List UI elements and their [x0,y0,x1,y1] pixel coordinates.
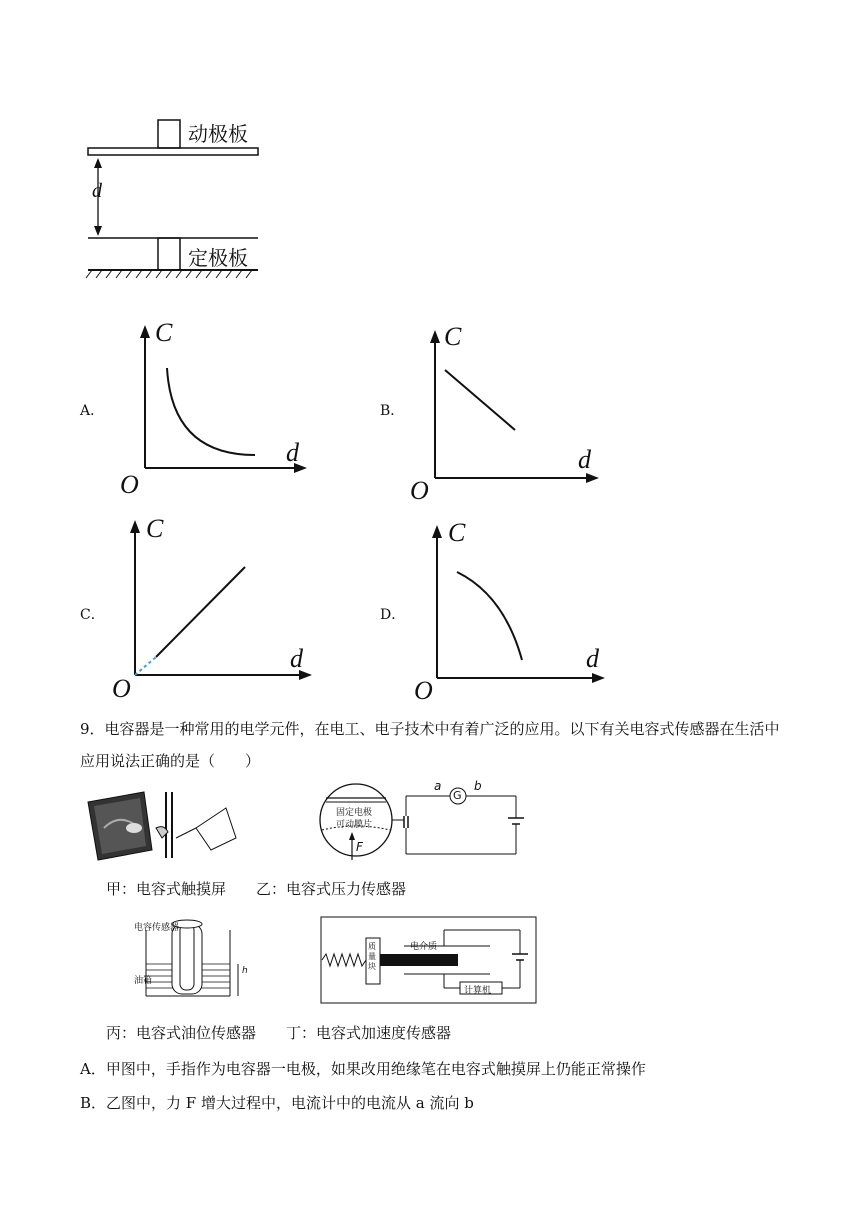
answer-option-a: A．甲图中，手指作为电容器一电极，如果改用绝缘笔在电容式触摸屏上仍能正常操作 [80,1060,646,1078]
option-c-y-label: C [146,514,164,543]
membrane-label: 可动膜片 [336,820,373,830]
touchscreen-figure [86,788,246,863]
height-label: h [242,966,248,976]
option-b-letter: B． [380,403,405,419]
option-c-x-label: d [290,644,303,673]
option-d-graph [412,520,612,685]
fixed-plate-label: 定极板 [188,246,248,270]
option-b-x-label: d [578,445,591,474]
force-label: F [356,840,363,854]
capacitive-sensor-label: 电容传感器 [134,923,180,933]
acceleration-sensor-figure [320,916,538,1004]
meter-label: G [453,789,462,802]
option-c-origin: O [112,674,131,703]
question-9-line1: 9．电容器是一种常用的电学元件，在电工、电子技术中有着广泛的应用。以下有关电容式传感器在生活中 [80,720,780,738]
gap-label: d [92,180,102,202]
figure-caption-row1: 甲：电容式触摸屏 乙：电容式压力传感器 [106,880,407,898]
option-a-graph [120,320,320,500]
question-9-line2: 应用说法正确的是（ ） [80,752,261,770]
dielectric-label: 电介质 [410,942,438,952]
terminal-b-label: b [474,779,482,793]
capacitor-plate-figure [80,110,280,290]
option-a-x-label: d [286,438,299,467]
fixed-electrode-label: 固定电极 [336,808,373,818]
mass-block-label: 质 量 块 [368,942,376,971]
option-a-origin: O [120,470,139,499]
option-d-x-label: d [586,644,599,673]
option-a-y-label: C [155,318,173,347]
option-b-y-label: C [444,322,462,351]
computer-label: 计算机 [464,986,492,996]
option-d-letter: D． [380,607,406,623]
option-c-letter: C． [80,607,105,623]
oil-tank-label: 油箱 [134,976,153,986]
terminal-a-label: a [434,779,442,793]
option-a-letter: A． [80,403,105,419]
figure-caption-row2: 丙：电容式油位传感器 丁：电容式加速度传感器 [106,1024,452,1042]
option-d-y-label: C [448,518,466,547]
moving-plate-label: 动极板 [188,122,248,146]
answer-option-b: B．乙图中，力 F 增大过程中，电流计中的电流从 a 流向 b [80,1094,474,1112]
option-d-origin: O [414,676,433,705]
option-b-origin: O [410,476,429,505]
option-c-graph [110,515,320,685]
